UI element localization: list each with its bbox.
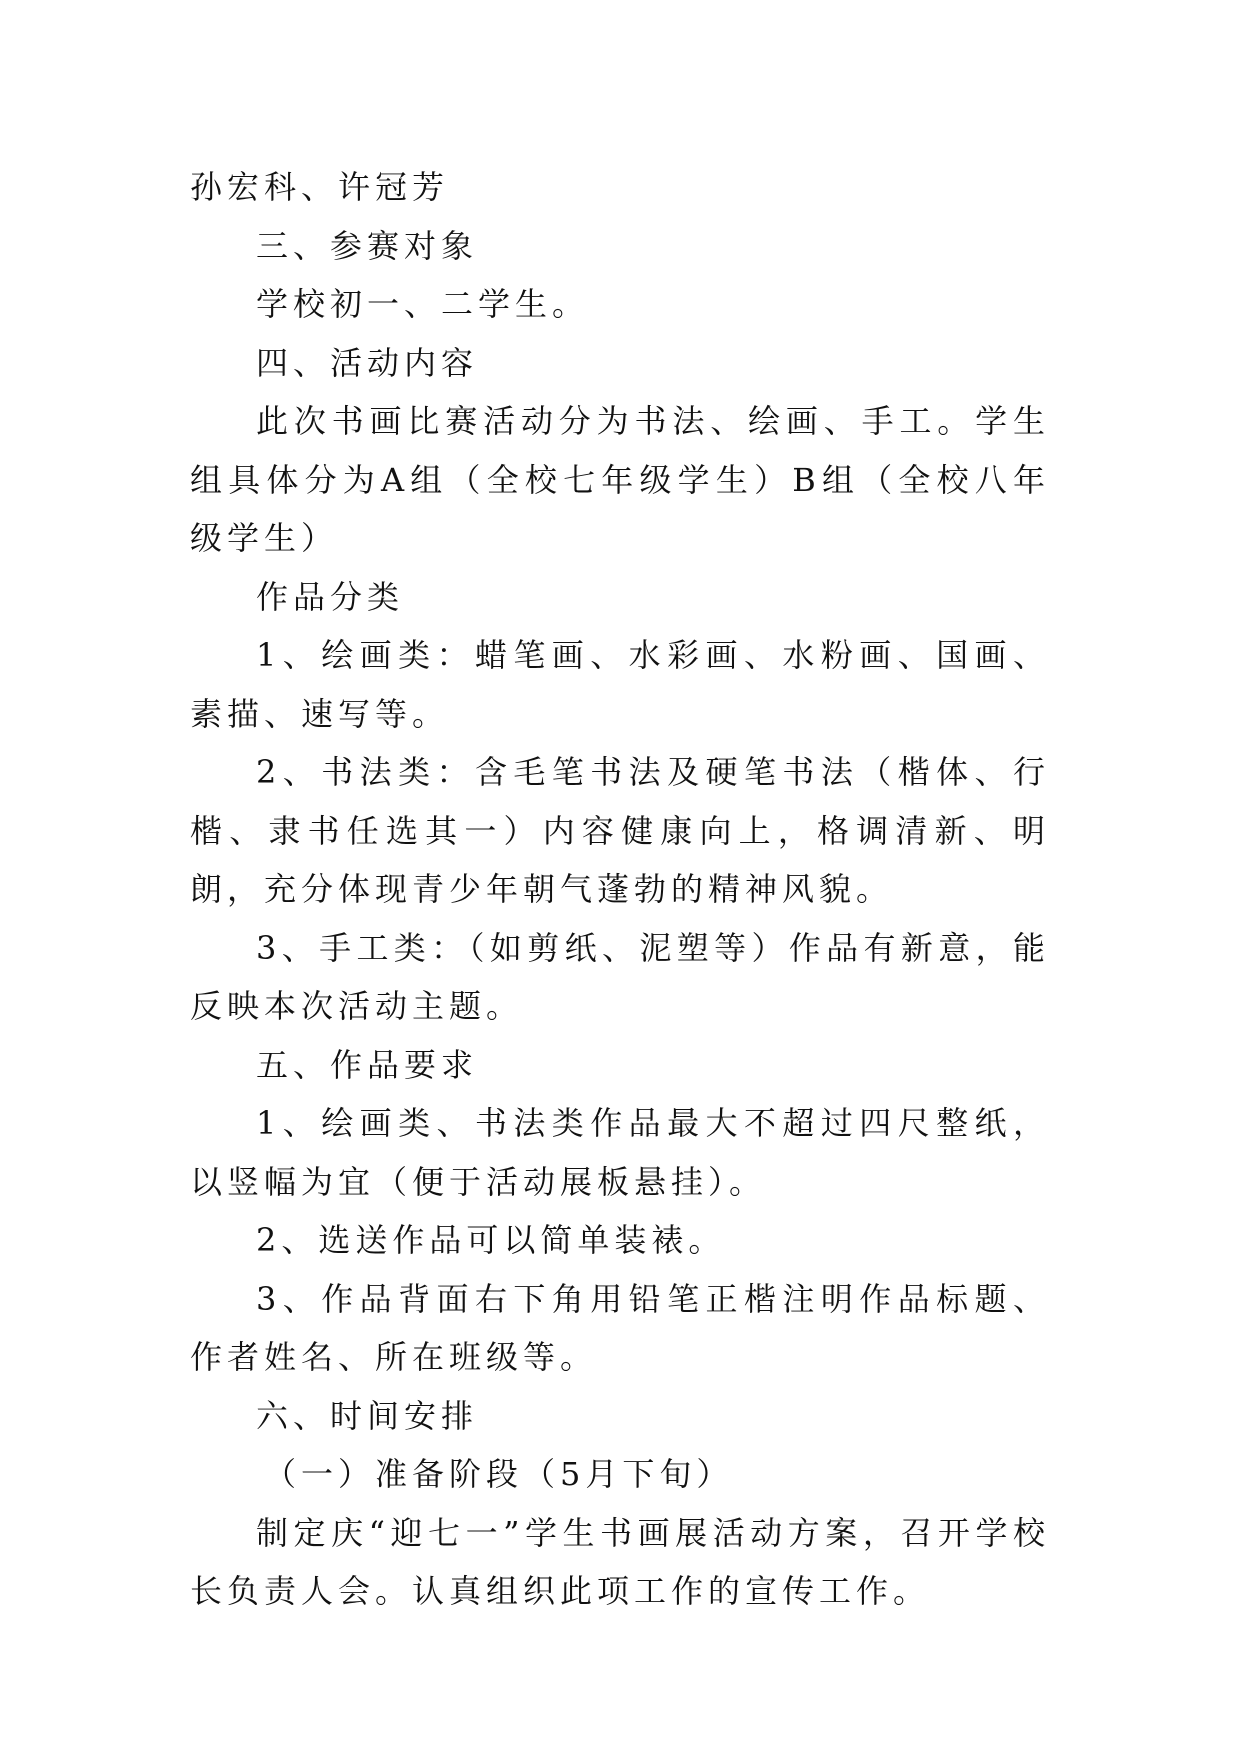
paragraph-participants: 学校初一、二学生。 bbox=[256, 285, 590, 323]
paragraph-handcraft-category: 3、手工类：（如剪纸、泥塑等）作品有新意，能反映本次活动主题。 bbox=[190, 928, 1050, 1025]
paragraph-size-requirement: 1、绘画类、书法类作品最大不超过四尺整纸，以竖幅为宜（便于活动展板悬挂）。 bbox=[190, 1104, 1050, 1201]
paragraph-painting-category: 1、绘画类：蜡笔画、水彩画、水粉画、国画、素描、速写等。 bbox=[190, 636, 1050, 733]
heading-schedule: 六、时间安排 bbox=[256, 1396, 479, 1435]
paragraph-calligraphy-category: 2、书法类：含毛笔书法及硬笔书法（楷体、行楷、隶书任选其一）内容健康向上，格调清新、明朗，充分体现青少年朝气蓬勃的精神风貌。 bbox=[190, 753, 1050, 908]
paragraph-committee-members: 孙宏科、许冠芳 bbox=[190, 168, 450, 206]
heading-participants: 三、参赛对象 bbox=[256, 226, 479, 265]
paragraph-mounting-requirement: 2、选送作品可以简单装裱。 bbox=[256, 1221, 726, 1259]
paragraph-activity-content: 此次书画比赛活动分为书法、绘画、手工。学生组具体分为A组（全校七年级学生）B组（全校八年级学生） bbox=[190, 402, 1050, 557]
subheading-preparation-stage: （一）准备阶段（5月下旬） bbox=[264, 1455, 734, 1493]
heading-work-categories: 作品分类 bbox=[256, 577, 405, 616]
document-body bbox=[190, 158, 1050, 1621]
paragraph-preparation-tasks: 制定庆“迎七一”学生书画展活动方案，召开学校长负责人会。认真组织此项工作的宣传工作。 bbox=[190, 1513, 1050, 1610]
paragraph-labeling-requirement: 3、作品背面右下角用铅笔正楷注明作品标题、作者姓名、所在班级等。 bbox=[190, 1279, 1050, 1376]
heading-activity-content: 四、活动内容 bbox=[256, 343, 479, 382]
heading-work-requirements: 五、作品要求 bbox=[256, 1045, 479, 1084]
